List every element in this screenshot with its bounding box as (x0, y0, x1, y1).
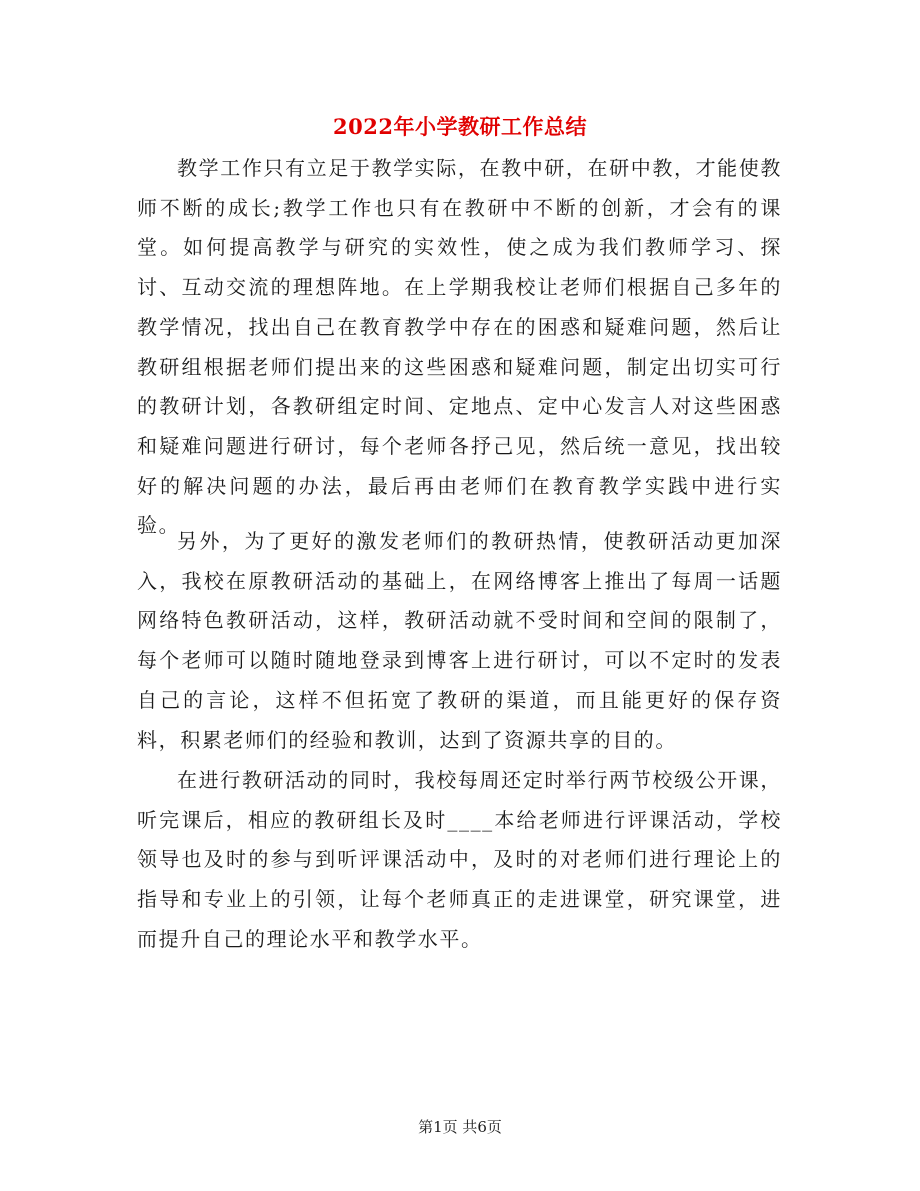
paragraph-3: 在进行教研活动的同时，我校每周还定时举行两节校级公开课，听完课后，相应的教研组长及时____本给老师进行评课活动，学校领导也及时的参与到听评课活动中，及时的对老师们进行理论上的指导和专业上的引领，让每个老师真正的走进课堂，研究课堂，进而提升自己的理论水平和教学水平。 (137, 768, 782, 951)
paragraph-1: 教学工作只有立足于教学实际，在教中研，在研中教，才能使教师不断的成长;教学工作也只有在教研中不断的创新，才会有的课堂。如何提高教学与研究的实效性，使之成为我们教师学习、探讨、互动交流的理想阵地。在上学期我校让老师们根据自己多年的教学情况，找出自己在教育教学中存在的困惑和疑难问题，然后让教研组根据老师们提出来的这些困惑和疑难问题，制定出切实可行的教研计划，各教研组定时间、定地点、定中心发言人对这些困惑和疑难问题进行研讨，每个老师各抒己见，然后统一意见，找出较好的解决问题的办法，最后再由老师们在教育教学实践中进行实验。 (137, 156, 782, 538)
document-title: 2022年小学教研工作总结 (333, 114, 587, 139)
paragraph-2: 另外，为了更好的激发老师们的教研热情，使教研活动更加深入，我校在原教研活动的基础上，在网络博客上推出了每周一话题网络特色教研活动，这样，教研活动就不受时间和空间的限制了，每个老师可以随时随地登录到博客上进行研讨，可以不定时的发表自己的言论，这样不但拓宽了教研的渠道，而且能更好的保存资料，积累老师们的经验和教训，达到了资源共享的目的。 (137, 529, 782, 752)
page-footer: 第1页 共6页 (418, 1118, 502, 1136)
